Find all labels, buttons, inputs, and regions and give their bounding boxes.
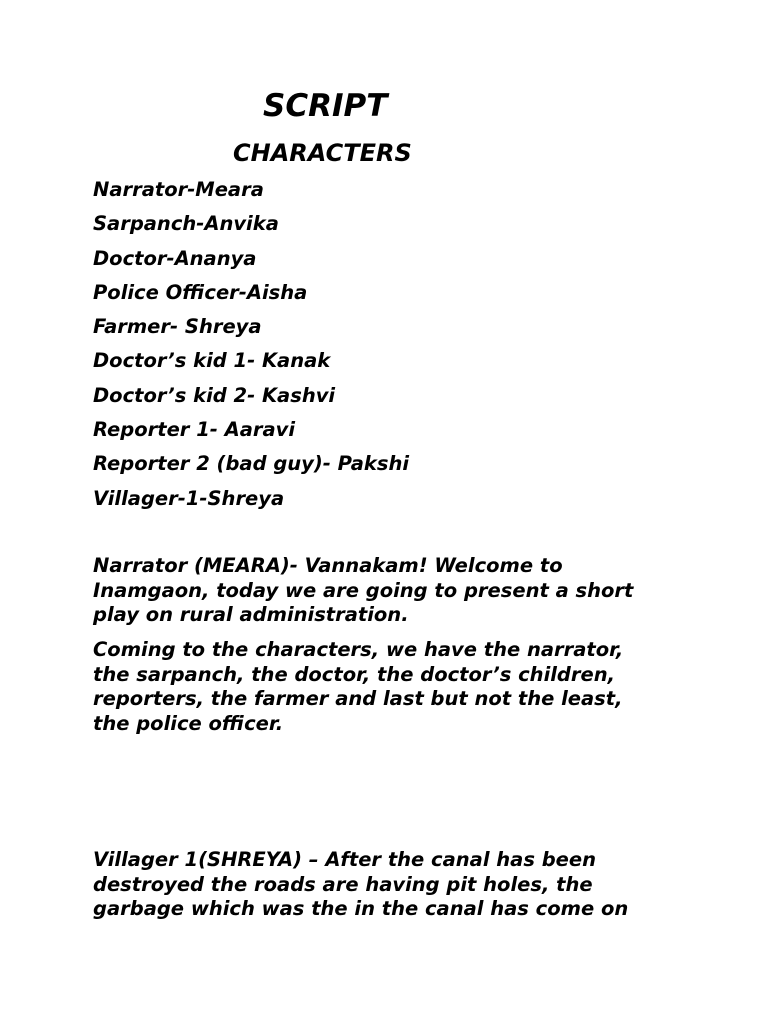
character-item: Doctor’s kid 1- Kanak bbox=[93, 349, 331, 373]
character-item: Villager-1-Shreya bbox=[93, 486, 285, 510]
character-item: Reporter 1- Aaravi bbox=[93, 418, 296, 442]
villager-paragraph bbox=[93, 848, 683, 922]
paragraph-line: garbage which was the in the canal has come on bbox=[93, 897, 629, 921]
paragraph-line: the police officer. bbox=[93, 711, 284, 735]
paragraph-line: reporters, the farmer and last but not the least, bbox=[93, 687, 623, 711]
paragraph-line: destroyed the roads are having pit holes, the bbox=[93, 872, 593, 896]
character-item: Doctor’s kid 2- Kashvi bbox=[93, 383, 336, 407]
paragraph-line: play on rural administration. bbox=[93, 603, 409, 627]
paragraph-line: Narrator (MEARA)- Vannakam! Welcome to bbox=[93, 554, 563, 577]
character-item: Doctor-Ananya bbox=[93, 246, 257, 270]
paragraph-line: the sarpanch, the doctor, the doctor’s children, bbox=[93, 662, 616, 686]
character-item: Sarpanch-Anvika bbox=[93, 212, 279, 236]
character-item: Narrator-Meara bbox=[93, 178, 264, 201]
document-title: SCRIPT bbox=[263, 88, 388, 124]
character-item: Reporter 2 (bad guy)- Pakshi bbox=[93, 452, 410, 476]
characters-intro-paragraph bbox=[93, 638, 683, 736]
paragraph-line: Coming to the characters, we have the narrator, bbox=[93, 638, 624, 661]
character-list bbox=[93, 178, 409, 521]
paragraph-line: Villager 1(SHREYA) – After the canal has been bbox=[93, 848, 597, 871]
character-item: Police Officer-Aisha bbox=[93, 280, 308, 304]
character-item: Farmer- Shreya bbox=[93, 315, 262, 339]
paragraph-line: Inamgaon, today we are going to present a short bbox=[93, 578, 634, 602]
characters-heading: CHARACTERS bbox=[233, 139, 412, 167]
narrator-paragraph bbox=[93, 554, 683, 628]
